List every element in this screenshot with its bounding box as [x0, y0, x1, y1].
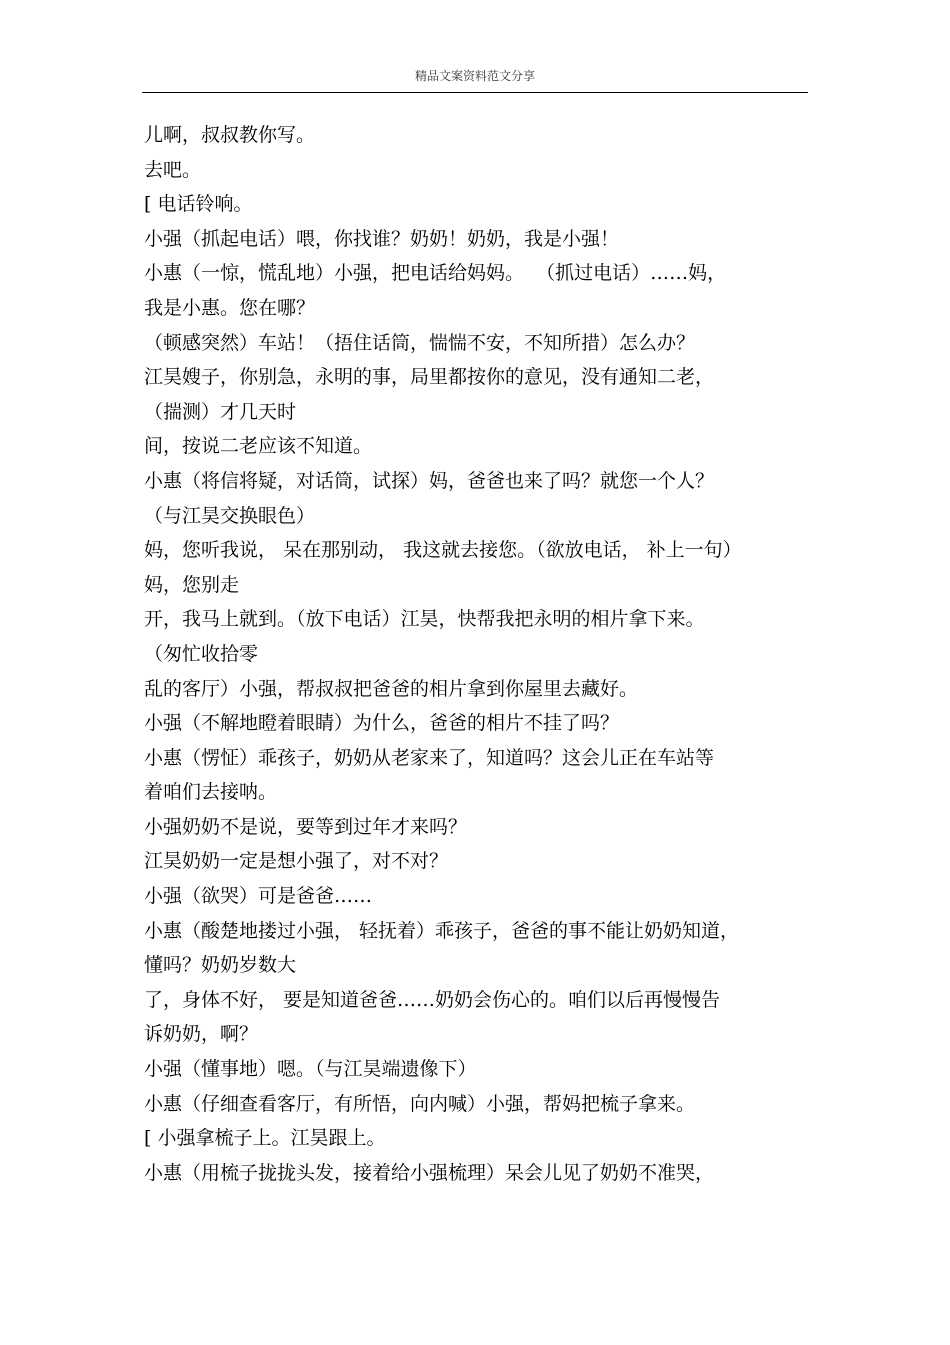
- text-line: （与江昊交换眼色）: [144, 504, 316, 527]
- text-line: 小惠（将信将疑，对话筒，试探）妈，爸爸也来了吗？就您一个人？: [144, 469, 715, 492]
- text-line: 小强（欲哭）可是爸爸……: [144, 885, 373, 908]
- text-line: 妈，您听我说， 呆在那别动， 我这就去接您。（欲放电话， 补上一句）: [144, 539, 742, 562]
- text-line: 儿啊，叔叔教你写。: [144, 124, 316, 146]
- text-line: 小强（抓起电话）喂，你找谁？奶奶！奶奶，我是小强！: [144, 227, 620, 250]
- text-line: 去吧。: [144, 158, 202, 181]
- text-line: [ 电话铃响。: [144, 193, 253, 216]
- text-line: 小惠（用梳子拢拢头发，接着给小强梳理）呆会儿见了奶奶不准哭，: [144, 1161, 715, 1184]
- text-line: （顿感突然）车站！（捂住话筒，惴惴不安，不知所措）怎么办？: [144, 331, 696, 354]
- text-line: 江昊奶奶一定是想小强了，对不对？: [144, 850, 449, 873]
- script-body: [144, 118, 804, 1190]
- text-line: 诉奶奶，啊？: [144, 1023, 259, 1046]
- text-line: 妈，您别走: [144, 573, 240, 596]
- text-line: 了，身体不好， 要是知道爸爸……奶奶会伤心的。咱们以后再慢慢告: [144, 988, 721, 1011]
- text-line: 小惠（酸楚地搂过小强， 轻抚着）乖孩子，爸爸的事不能让奶奶知道，: [144, 919, 740, 942]
- text-line: 间，按说二老应该不知道。: [144, 435, 373, 458]
- text-line: （揣测）才几天时: [144, 400, 297, 423]
- text-line: 小惠（一惊，慌乱地）小强，把电话给妈妈。 （抓过电话）……妈，: [144, 262, 727, 285]
- text-line: 小惠（愣怔）乖孩子，奶奶从老家来了，知道吗？这会儿正在车站等: [144, 746, 715, 769]
- text-line: 小强（不解地瞪着眼睛）为什么，爸爸的相片不挂了吗？: [144, 712, 620, 735]
- text-line: 着咱们去接呐。: [144, 781, 278, 804]
- text-line: 小强（懂事地）嗯。（与江昊端遗像下）: [144, 1058, 477, 1081]
- text-line: 江昊嫂子，你别急，永明的事，局里都按你的意见，没有通知二老，: [144, 366, 715, 389]
- text-line: 小惠（仔细查看客厅，有所悟，向内喊）小强，帮妈把梳子拿来。: [144, 1092, 696, 1115]
- text-line: 小强奶奶不是说，要等到过年才来吗？: [144, 815, 468, 838]
- text-line: 开，我马上就到。（放下电话）江昊，快帮我把永明的相片拿下来。: [144, 608, 705, 631]
- text-line: （匆忙收拾零: [144, 642, 259, 665]
- header-text: 精品文案资料范文分享: [414, 69, 535, 83]
- page-header: [142, 64, 808, 93]
- text-line: [ 小强拿梳子上。江昊跟上。: [144, 1127, 386, 1150]
- text-line: 我是小惠。您在哪？: [144, 296, 316, 319]
- text-line: 乱的客厅）小强，帮叔叔把爸爸的相片拿到你屋里去藏好。: [144, 677, 639, 700]
- text-line: 懂吗？奶奶岁数大: [144, 954, 297, 977]
